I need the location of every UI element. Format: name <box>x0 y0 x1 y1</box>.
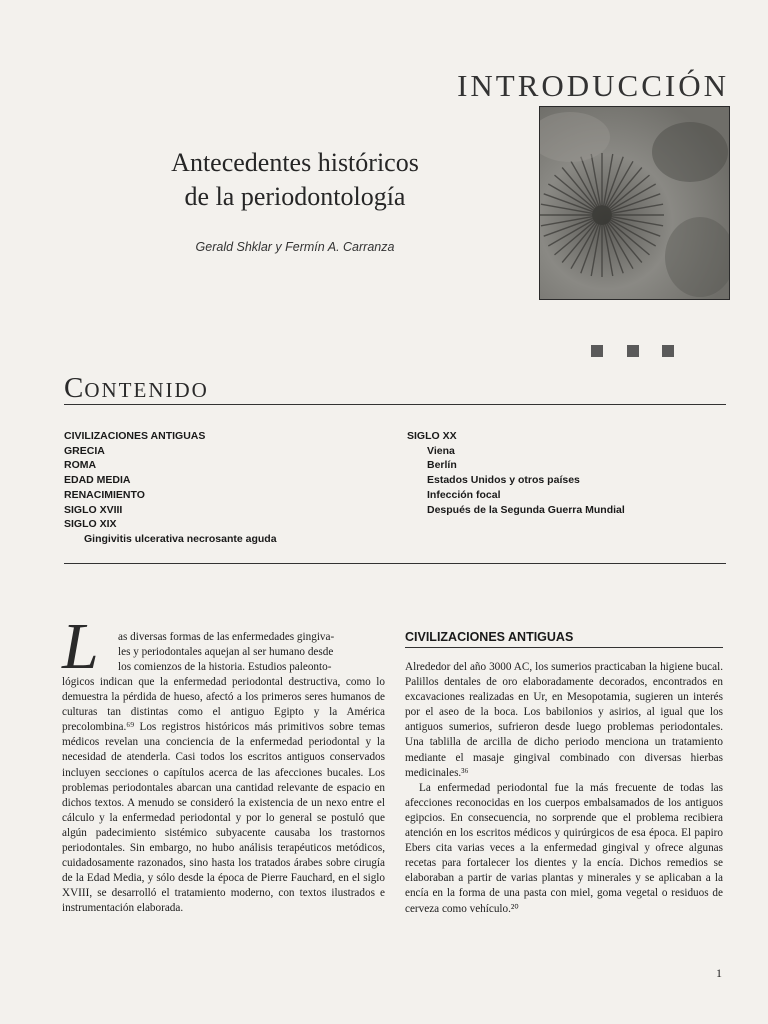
toc-item: Viena <box>427 444 455 457</box>
drop-cap: L <box>62 610 99 683</box>
intro-line: les y periodontales aquejan al ser humano desde <box>118 646 334 659</box>
toc-bottom-rule <box>64 563 726 564</box>
toc-item: EDAD MEDIA <box>64 474 131 487</box>
toc-item: RENACIMIENTO <box>64 488 145 501</box>
chapter-photo <box>539 106 730 300</box>
toc-top-rule <box>64 404 726 405</box>
toc-item: Después de la Segunda Guerra Mundial <box>427 503 625 516</box>
intro-line: los comienzos de la historia. Estudios paleonto- <box>118 661 332 674</box>
toc-heading-rest: ONTENIDO <box>84 378 209 402</box>
toc-right-column <box>407 429 727 517</box>
toc-item: Estados Unidos y otros países <box>427 474 580 487</box>
authors: Gerald Shklar y Fermín A. Carranza <box>195 240 395 254</box>
chapter-title <box>100 146 490 214</box>
paragraph: Alrededor del año 3000 AC, los sumerios practicaban la higiene bucal. Palillos dentales de oro elaboradamente decorados, encontrados en excavaciones realizadas en Ur, en Mesopotamia, sugieren un interés por el aseo de la boca. Los babilonios y asirios, al igual que los antiguos sumerios, sufrieron desde luego problemas periodontales. Una tablilla de arcilla de dicho periodo menciona un tratamiento mediante el masaje gingival combinado con diversas hierbas medicinales.³⁶ <box>405 661 723 779</box>
section-label: INTRODUCCIÓN <box>457 68 729 103</box>
toc-item: Gingivitis ulcerativa necrosante aguda <box>84 532 277 545</box>
chapter-title-line2: de la periodontología <box>184 182 406 211</box>
chapter-title-line1: Antecedentes históricos <box>171 148 419 177</box>
toc-item: SIGLO XX <box>407 430 457 442</box>
square-icon <box>627 345 639 357</box>
page-number: 1 <box>716 966 722 980</box>
toc-item: Berlín <box>427 459 457 472</box>
toc-item: Infección focal <box>427 488 501 501</box>
square-icon <box>591 345 603 357</box>
decorative-squares <box>591 345 681 359</box>
toc-item: SIGLO XIX <box>64 518 117 531</box>
toc-heading-initial: C <box>64 372 85 404</box>
toc-heading <box>64 372 209 405</box>
intro-line: as diversas formas de las enfermedades gingiva- <box>118 631 335 643</box>
toc-left-column <box>64 429 384 547</box>
intro-first-lines <box>118 630 385 675</box>
square-icon <box>662 345 674 357</box>
toc-item: CIVILIZACIONES ANTIGUAS <box>64 430 206 442</box>
section-heading: CIVILIZACIONES ANTIGUAS <box>405 630 723 648</box>
intro-body: lógicos indican que la enfermedad periodontal destructiva, como lo demuestra la pérdida de hueso, afectó a los primeros seres humanos de culturas tan distintas como el antiguo Egipto y la América precolombina.⁶⁹ Los registros históricos más primitivos sobre temas médicos revelan una conciencia de la enfermedad periodontal y la necesidad de atenderla. Casi todos los escritos antiguos conservados incluyen secciones o capítulos acerca de las afecciones bucales. Los problemas periodontales abarcan una cantidad relevante de espacio en dichos textos. A menudo se consideró la existencia de un nexo entre el cálculo y la enfermedad periodontal y por lo general se postuló que algún padecimiento sistémico subyacente causaba los trastornos periodontales. Sin embargo, no hubo análisis terapéuticos metódicos, cuidadosamente razonados, sino hasta los tratados árabes sobre cirugía de la Edad Media, y sólo desde la época de Pierre Fauchard, en el siglo XVIII, se desarrolló el tratamiento moderno, con textos ilustrados e instrumentación elaborada. <box>62 676 385 915</box>
intro-paragraph <box>62 675 385 917</box>
toc-item: GRECIA <box>64 444 105 457</box>
paragraph: La enfermedad periodontal fue la más frecuente de todas las afecciones reconocidas en los cuerpos embalsamados de los antiguos egipcios. En consecuencia, no sorprende que el problema recibiera atención en los escritos médicos y quirúrgicos de esa época. El papiro Ebers cita varias veces a la enfermedad gingival y ofrece algunas recetas para fortalecer los dientes y la encía. Dichos remedios se elaboraban a partir de varias plantas y minerales y se aplicaban a la encía en la forma de una pasta con miel, goma vegetal o residuos de cerveza como vehículo.²⁰ <box>405 781 723 915</box>
toc-item: ROMA <box>64 459 97 472</box>
right-column-text <box>405 660 723 917</box>
toc-item: SIGLO XVIII <box>64 503 123 516</box>
